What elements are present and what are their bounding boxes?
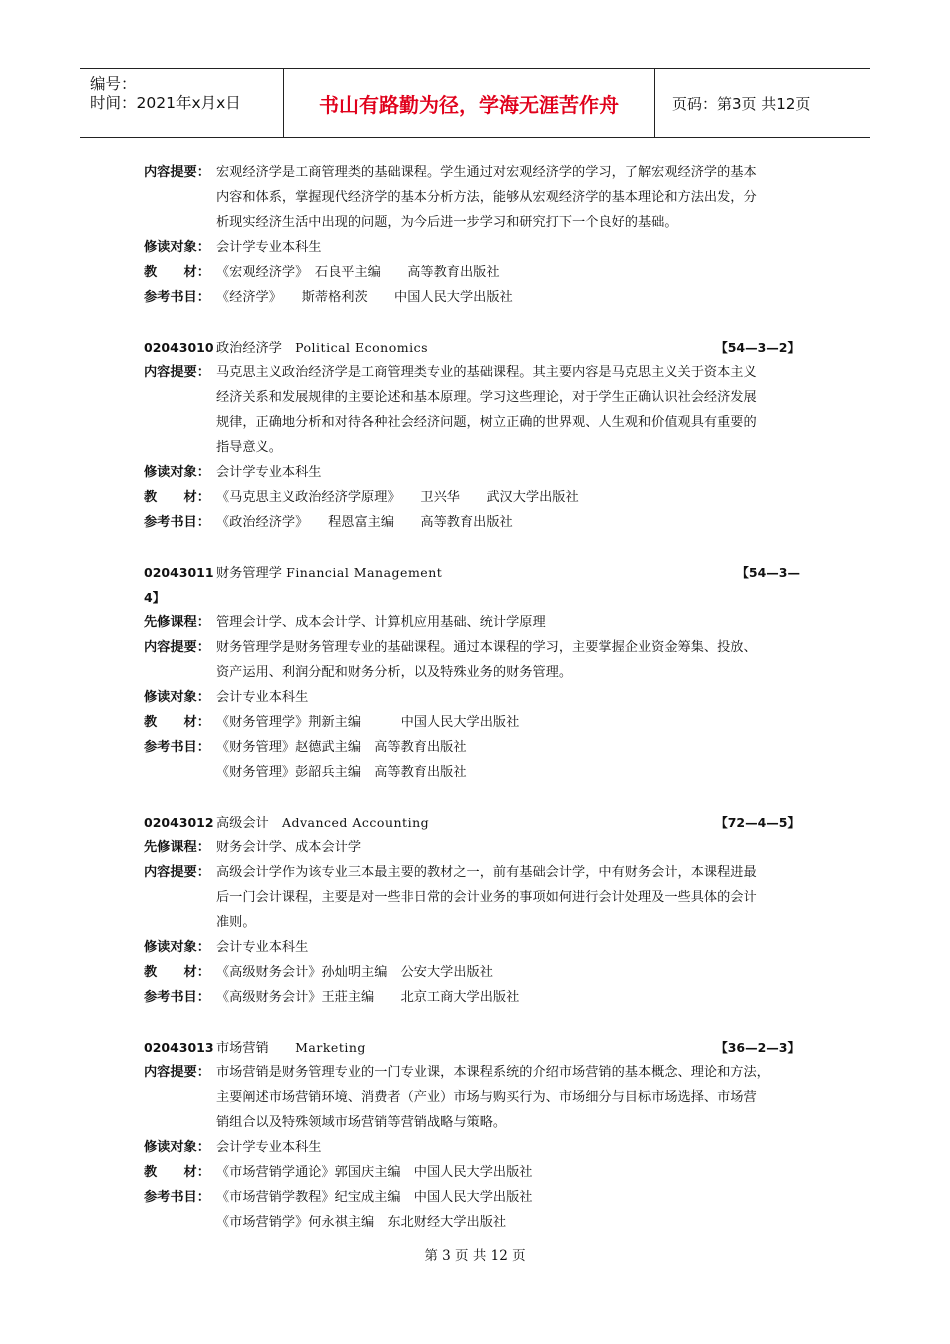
- audience-value: 会计专业本科生: [216, 690, 309, 705]
- course-code: 02043013: [144, 1040, 214, 1055]
- header-page-info: [664, 69, 870, 137]
- course-title: [216, 1035, 366, 1061]
- summary-line: 马克思主义政治经济学是工商管理类专业的基础课程。其主要内容是马克思主义关于资本主义: [216, 365, 757, 380]
- audience-value: 会计学专业本科生: [216, 465, 322, 480]
- reference-label: 参考书目：: [144, 290, 210, 305]
- header-meta: [80, 69, 284, 137]
- summary-row: [144, 185, 806, 210]
- reference-value: 《市场营销学教程》纪宝成主编 中国人民大学出版社: [216, 1190, 533, 1205]
- course-heading-row: [144, 560, 806, 585]
- course-intro-block: [144, 160, 806, 310]
- audience-row: [144, 685, 806, 710]
- prereq-row: [144, 835, 806, 860]
- course-title-cn: 政治经济学: [216, 341, 296, 356]
- summary-row: [144, 1085, 806, 1110]
- summary-line: 析现实经济生活中出现的问题，为今后进一步学习和研究打下一个良好的基础。: [216, 215, 678, 230]
- summary-row: [144, 435, 806, 460]
- summary-row: [144, 660, 806, 685]
- textbook-value: 《高级财务会计》孙灿明主编 公安大学出版社: [216, 965, 493, 980]
- summary-row: [144, 210, 806, 235]
- page-header: [80, 68, 870, 138]
- reference-row: [144, 510, 806, 535]
- textbook-row: [144, 960, 806, 985]
- textbook-value: 《市场营销学通论》郭国庆主编 中国人民大学出版社: [216, 1165, 533, 1180]
- course-block-02043010: [144, 335, 806, 535]
- reference-value: 《经济学》 斯蒂格利茨 中国人民大学出版社: [216, 290, 513, 305]
- header-time-label: 时间：2021年x月x日: [90, 94, 241, 112]
- prereq-label: 先修课程：: [144, 840, 210, 855]
- course-title-cn: 高级会计: [216, 816, 282, 831]
- page-footer: [0, 1244, 950, 1264]
- course-hours: 【54—3—2】: [715, 340, 800, 355]
- summary-row: [144, 360, 806, 385]
- reference-row: [144, 1210, 806, 1235]
- textbook-label: 教 材：: [144, 965, 210, 980]
- summary-line: 内容和体系，掌握现代经济学的基本分析方法，能够从宏观经济学的基本理论和方法出发，分: [216, 190, 757, 205]
- footer-page-number: 第 3 页 共 12 页: [424, 1248, 526, 1264]
- audience-value: 会计学专业本科生: [216, 240, 322, 255]
- summary-line: 资产运用、利润分配和财务分析，以及特殊业务的财务管理。: [216, 665, 573, 680]
- reference-value: 《高级财务会计》王莊主编 北京工商大学出版社: [216, 990, 520, 1005]
- reference-row: [144, 1185, 806, 1210]
- summary-row: [144, 885, 806, 910]
- audience-row: [144, 460, 806, 485]
- summary-row: [144, 910, 806, 935]
- audience-value: 会计学专业本科生: [216, 1140, 322, 1155]
- summary-label: 内容提要：: [144, 365, 210, 380]
- textbook-value: 《财务管理学》荆新主编 中国人民大学出版社: [216, 715, 520, 730]
- reference-row: [144, 985, 806, 1010]
- course-title-en: Financial Management: [286, 565, 443, 580]
- reference-value: 《政治经济学》 程恩富主编 高等教育出版社: [216, 515, 513, 530]
- audience-label: 修读对象：: [144, 1140, 210, 1155]
- summary-line: 财务管理学是财务管理专业的基础课程。通过本课程的学习，主要掌握企业资金筹集、投放、: [216, 640, 757, 655]
- summary-label: 内容提要：: [144, 165, 210, 180]
- summary-row: [144, 410, 806, 435]
- header-number-label: 编号：: [90, 75, 137, 93]
- reference-row: [144, 735, 806, 760]
- header-motto: 书山有路勤为径，学海无涯苦作舟: [284, 69, 655, 137]
- course-title-en: Advanced Accounting: [281, 815, 430, 830]
- course-block-02043013: [144, 1035, 806, 1235]
- summary-label: 内容提要：: [144, 865, 210, 880]
- reference-value: 《财务管理》赵德武主编 高等教育出版社: [216, 740, 467, 755]
- summary-row: [144, 1110, 806, 1135]
- summary-line: 后一门会计课程，主要是对一些非日常的会计业务的事项如何进行会计处理及一些具体的会计: [216, 890, 757, 905]
- reference-row: [144, 760, 806, 785]
- textbook-label: 教 材：: [144, 490, 210, 505]
- audience-label: 修读对象：: [144, 465, 210, 480]
- audience-label: 修读对象：: [144, 240, 210, 255]
- summary-line: 高级会计学作为该专业三本最主要的教材之一，前有基础会计学，中有财务会计，本课程进最: [216, 865, 757, 880]
- reference-value-2: 《财务管理》彭韶兵主编 高等教育出版社: [216, 765, 467, 780]
- course-hours: 【36—2—3】: [715, 1040, 800, 1055]
- textbook-row: [144, 710, 806, 735]
- course-title-en: Marketing: [295, 1040, 366, 1055]
- summary-row: [144, 385, 806, 410]
- summary-label: 内容提要：: [144, 640, 210, 655]
- prereq-label: 先修课程：: [144, 615, 210, 630]
- textbook-label: 教 材：: [144, 715, 210, 730]
- reference-label: 参考书目：: [144, 740, 210, 755]
- summary-line: 经济关系和发展规律的主要论述和基本原理。学习这些理论，对于学生正确认识社会经济发展: [216, 390, 757, 405]
- course-code: 02043011: [144, 565, 214, 580]
- textbook-row: [144, 260, 806, 285]
- course-title-cn: 财务管理学: [216, 566, 287, 581]
- course-title: [216, 560, 442, 586]
- summary-row: [144, 160, 806, 185]
- audience-value: 会计专业本科生: [216, 940, 309, 955]
- course-heading-row: [144, 810, 806, 835]
- course-title: [216, 810, 429, 836]
- textbook-label: 教 材：: [144, 1165, 210, 1180]
- prereq-value: 财务会计学、成本会计学: [216, 840, 362, 855]
- reference-value-2: 《市场营销学》何永祺主编 东北财经大学出版社: [216, 1215, 507, 1230]
- summary-line: 宏观经济学是工商管理类的基础课程。学生通过对宏观经济学的学习，了解宏观经济学的基本: [216, 165, 757, 180]
- summary-row: [144, 635, 806, 660]
- course-title-en: Political Economics: [295, 340, 428, 355]
- reference-row: [144, 285, 806, 310]
- course-hours: 【72—4—5】: [715, 815, 800, 830]
- summary-row: [144, 860, 806, 885]
- course-heading-row: [144, 1035, 806, 1060]
- textbook-label: 教 材：: [144, 265, 210, 280]
- course-title: [216, 335, 428, 361]
- course-code: 02043010: [144, 340, 214, 355]
- summary-row: [144, 1060, 806, 1085]
- reference-label: 参考书目：: [144, 515, 210, 530]
- audience-row: [144, 935, 806, 960]
- audience-label: 修读对象：: [144, 690, 210, 705]
- summary-line: 规律，正确地分析和对待各种社会经济问题，树立正确的世界观、人生观和价值观具有重要的: [216, 415, 757, 430]
- audience-row: [144, 1135, 806, 1160]
- summary-label: 内容提要：: [144, 1065, 210, 1080]
- course-heading-row: [144, 335, 806, 360]
- textbook-value: 《宏观经济学》 石良平主编 高等教育出版社: [216, 265, 500, 280]
- prereq-value: 管理会计学、成本会计学、计算机应用基础、统计学原理: [216, 615, 546, 630]
- prereq-row: [144, 610, 806, 635]
- textbook-row: [144, 485, 806, 510]
- textbook-row: [144, 1160, 806, 1185]
- summary-line: 主要阐述市场营销环境、消费者（产业）市场与购买行为、市场细分与目标市场选择、市场营: [216, 1090, 757, 1105]
- course-hours-cont: 4】: [144, 590, 166, 605]
- textbook-value: 《马克思主义政治经济学原理》 卫兴华 武汉大学出版社: [216, 490, 579, 505]
- summary-line: 准则。: [216, 915, 256, 930]
- course-hours: 【54—3—: [736, 565, 800, 580]
- header-page-info-text: 页码：第3页 共12页: [672, 94, 811, 113]
- document-body: [144, 160, 806, 1235]
- summary-line: 指导意义。: [216, 440, 282, 455]
- reference-label: 参考书目：: [144, 1190, 210, 1205]
- reference-label: 参考书目：: [144, 990, 210, 1005]
- audience-label: 修读对象：: [144, 940, 210, 955]
- summary-line: 销组合以及特殊领域市场营销等营销战略与策略。: [216, 1115, 507, 1130]
- course-hours-cont-row: [144, 585, 806, 610]
- course-title-cn: 市场营销: [216, 1041, 296, 1056]
- course-block-02043011: [144, 560, 806, 785]
- course-block-02043012: [144, 810, 806, 1010]
- course-code: 02043012: [144, 815, 214, 830]
- summary-line: 市场营销是财务管理专业的一门专业课，本课程系统的介绍市场营销的基本概念、理论和方法，: [216, 1065, 770, 1080]
- audience-row: [144, 235, 806, 260]
